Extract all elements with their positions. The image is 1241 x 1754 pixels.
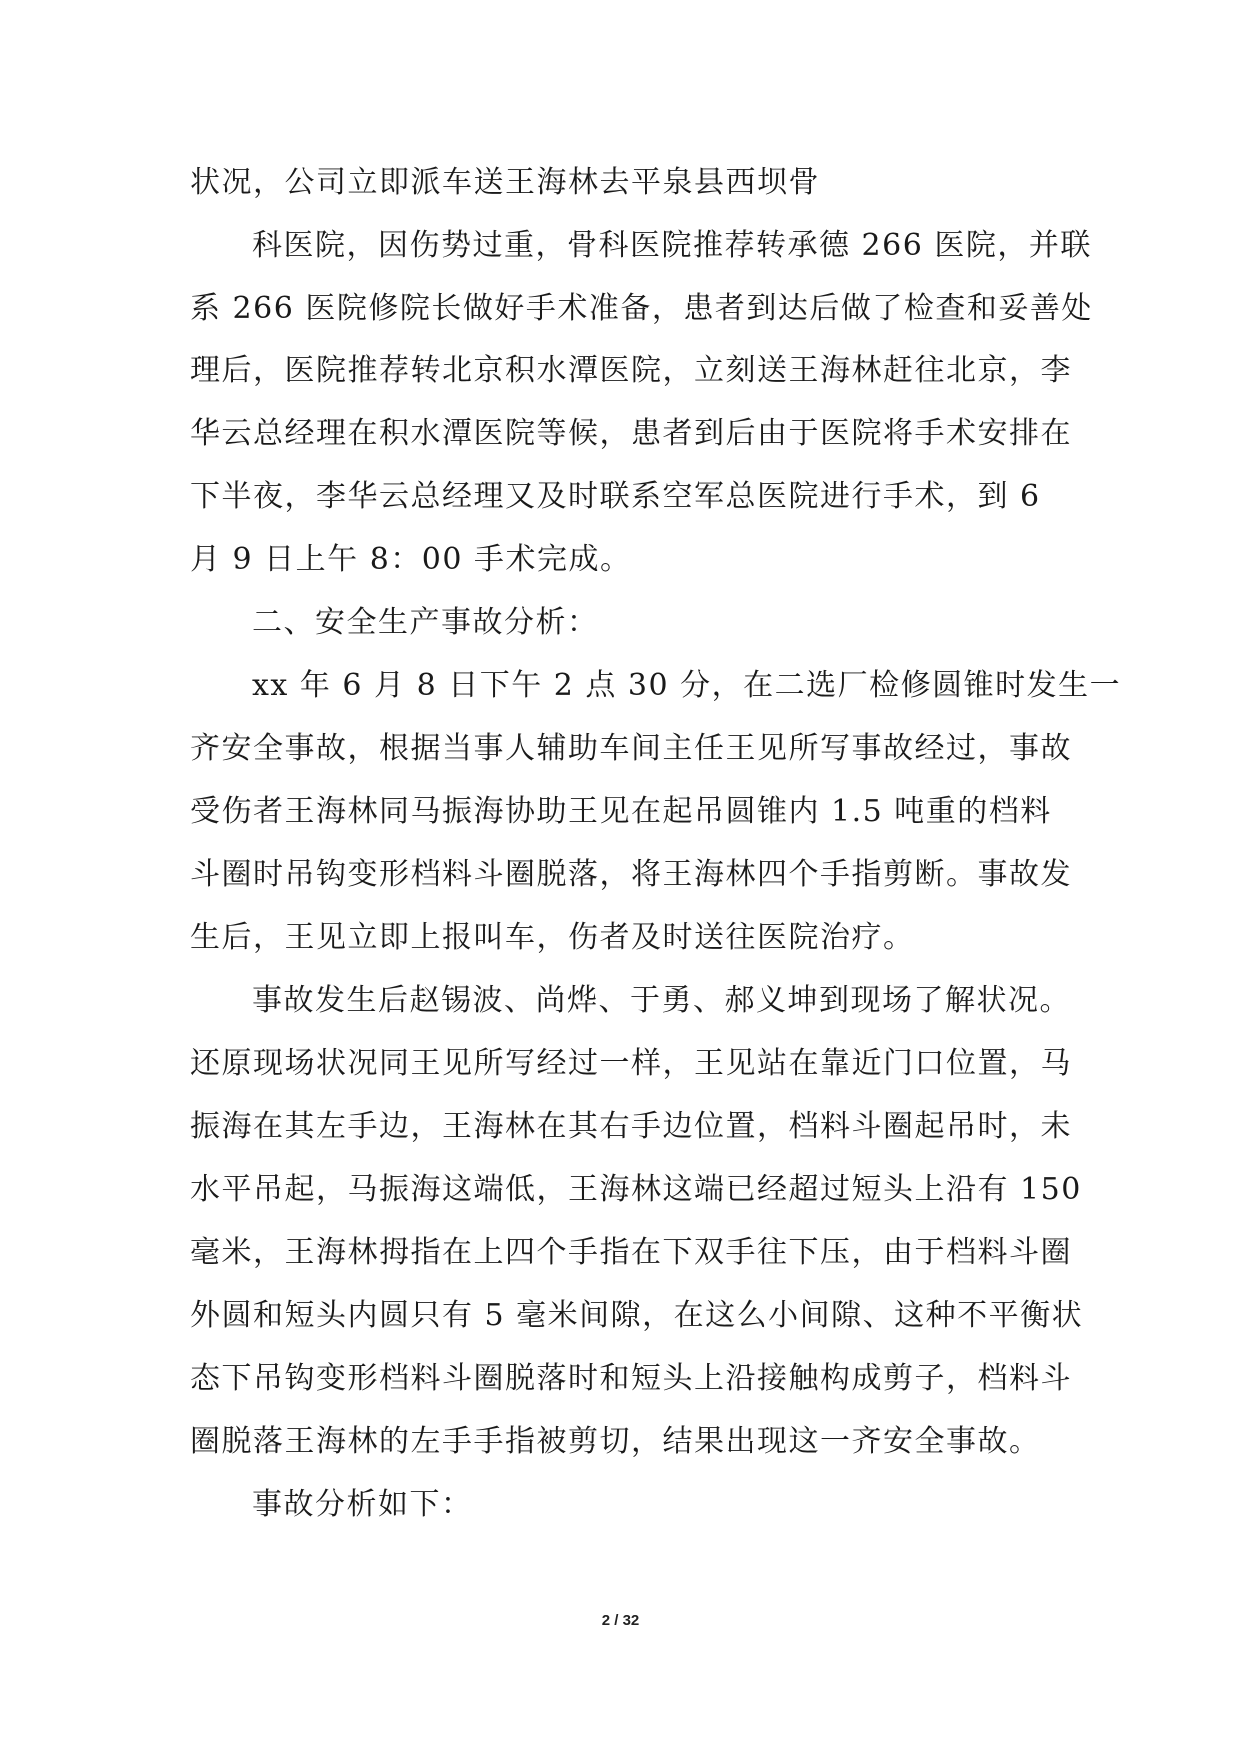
- text-line: 圈脱落王海林的左手手指被剪切，结果出现这一齐安全事故。: [190, 1424, 1041, 1459]
- page-number: 2 / 32: [601, 1612, 640, 1629]
- paragraph-line: 科医院，因伤势过重，骨科医院推荐转承德 266 医院，并联: [252, 228, 1092, 263]
- section-heading: 二、安全生产事故分析：: [252, 605, 599, 640]
- text-line: 还原现场状况同王见所写经过一样，王见站在靠近门口位置，马: [190, 1046, 1072, 1081]
- text-line: 振海在其左手边，王海林在其右手边位置，档料斗圈起吊时，未: [190, 1109, 1072, 1144]
- text-line: 状况，公司立即派车送王海林去平泉县西坝骨: [190, 165, 820, 200]
- text-line: 水平吊起，马振海这端低，王海林这端已经超过短头上沿有 150: [190, 1172, 1082, 1207]
- text-line: 外圆和短头内圆只有 5 毫米间隙，在这么小间隙、这种不平衡状: [190, 1298, 1084, 1333]
- text-line: 下半夜，李华云总经理又及时联系空军总医院进行手术，到 6: [190, 479, 1041, 514]
- text-line: 生后，王见立即上报叫车，伤者及时送往医院治疗。: [190, 920, 915, 955]
- text-line: 受伤者王海林同马振海协助王见在起吊圆锥内 1.5 吨重的档料: [190, 794, 1052, 829]
- paragraph-line: 事故分析如下：: [252, 1487, 473, 1522]
- paragraph-line: xx 年 6 月 8 日下午 2 点 30 分，在二选厂检修圆锥时发生一: [252, 668, 1122, 703]
- text-line: 月 9 日上午 8：00 手术完成。: [190, 542, 632, 577]
- paragraph-line: 事故发生后赵锡波、尚烨、于勇、郝义坤到现场了解状况。: [252, 983, 1071, 1018]
- text-line: 理后，医院推荐转北京积水潭医院，立刻送王海林赶往北京，李: [190, 353, 1072, 388]
- text-line: 斗圈时吊钩变形档料斗圈脱落，将王海林四个手指剪断。事故发: [190, 857, 1072, 892]
- text-line: 态下吊钩变形档料斗圈脱落时和短头上沿接触构成剪子，档料斗: [190, 1361, 1072, 1396]
- text-line: 系 266 医院修院长做好手术准备，患者到达后做了检查和妥善处: [190, 291, 1093, 326]
- text-line: 华云总经理在积水潭医院等候，患者到后由于医院将手术安排在: [190, 416, 1072, 451]
- text-line: 齐安全事故，根据当事人辅助车间主任王见所写事故经过，事故: [190, 731, 1072, 766]
- text-line: 毫米，王海林拇指在上四个手指在下双手往下压，由于档料斗圈: [190, 1235, 1072, 1270]
